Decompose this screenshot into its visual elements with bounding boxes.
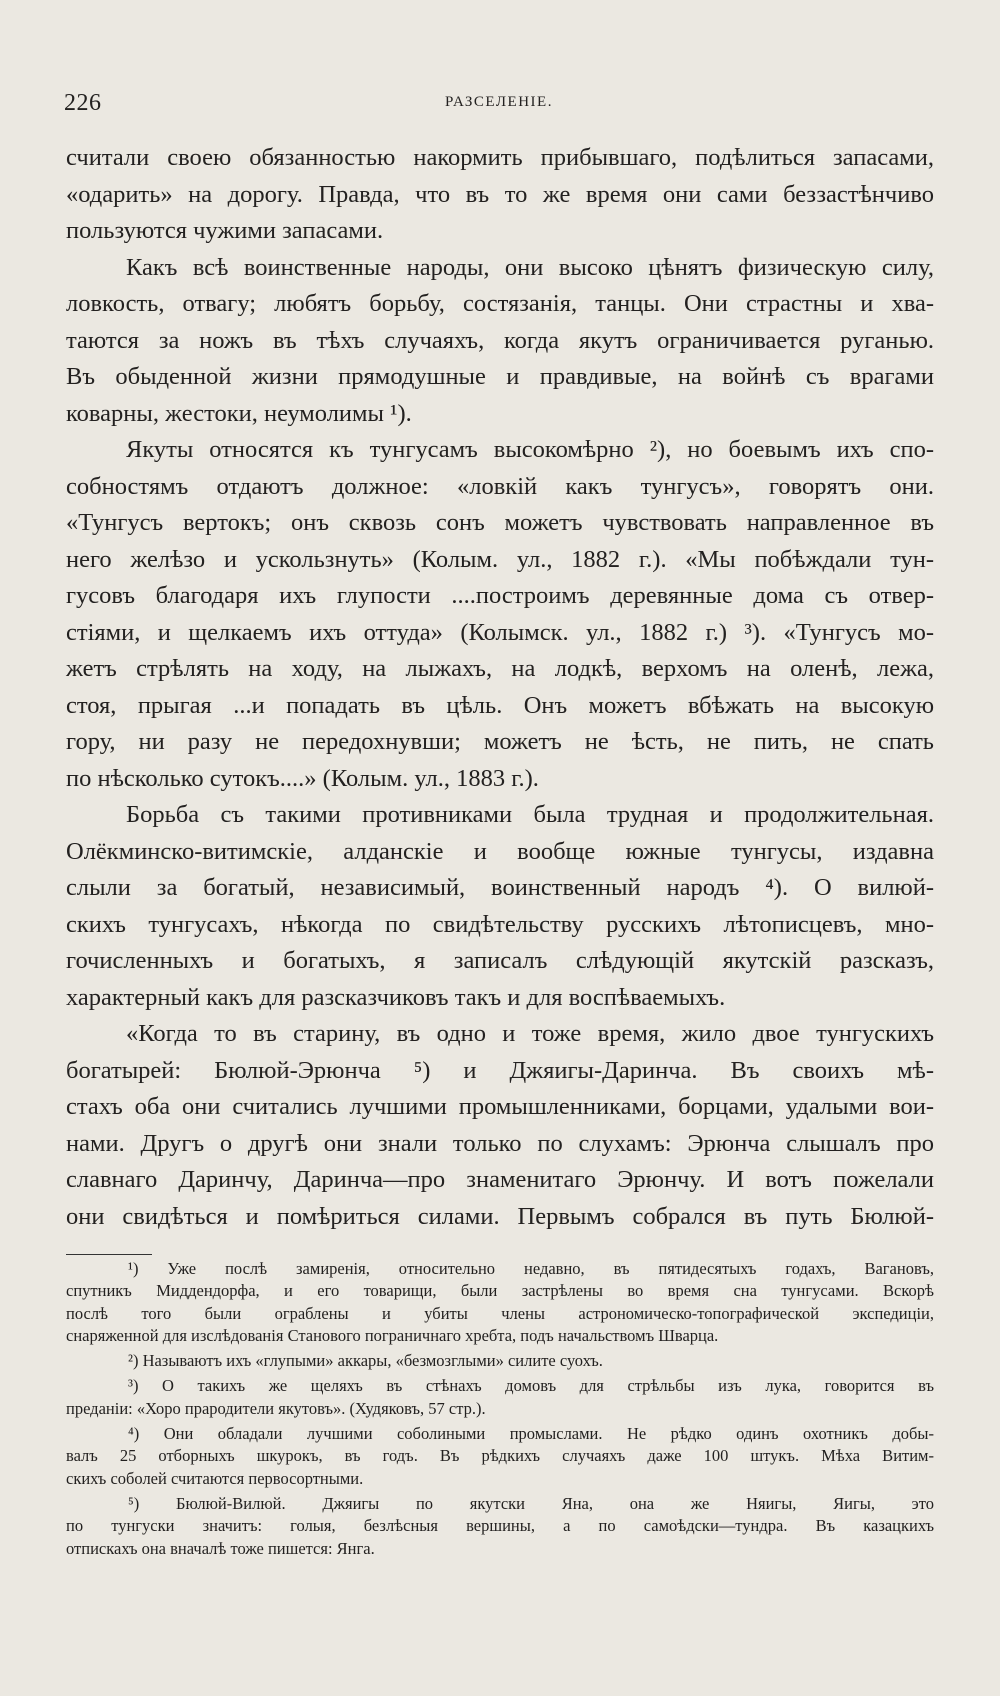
body-line: ловкость, отвагу; любятъ борьбу, состязанія, танцы. Они страстны и хва- <box>66 290 934 317</box>
footnote-line: ²) Называютъ ихъ «глупыми» аккары, «безмозглыми» силите суохъ. <box>128 1351 603 1371</box>
body-line: характерный какъ для разсказчиковъ такъ и для воспѣваемыхъ. <box>66 983 726 1011</box>
body-line: гочисленныхъ и богатыхъ, я записалъ слѣдующій якутскій разсказъ, <box>66 947 934 974</box>
footnote-line: спутникъ Миддендорфа, и его товарищи, были застрѣлены во время сна тунгусами. Вскорѣ <box>66 1281 934 1301</box>
body-line: слыли за богатый, независимый, воинственный народъ ⁴). О вилюй- <box>66 874 934 901</box>
body-line: стахъ оба они считались лучшими промышленниками, борцами, удалыми вои- <box>66 1093 934 1120</box>
body-line: собностямъ отдаютъ должное: «ловкій какъ тунгусъ», говорятъ они. <box>66 472 934 500</box>
body-line: пользуются чужими запасами. <box>66 217 384 244</box>
footnote-line: по тунгуски значитъ: голыя, безлѣсныя вершины, а по самоѣдски—тундра. Въ казацкихъ <box>66 1516 934 1536</box>
body-line: гору, ни разу не передохнувши; можетъ не ѣсть, не пить, не спать <box>66 728 934 755</box>
body-line: богатырей: Бюлюй-Эрюнча ⁵) и Джяигы-Даринча. Въ своихъ мѣ- <box>66 1056 934 1084</box>
footnote-line: послѣ того были ограблены и убиты члены астрономическо-топографической экспедиціи, <box>66 1303 934 1323</box>
body-line: «Когда то въ старину, въ одно и тоже время, жило двое тунгускихъ <box>126 1020 934 1047</box>
body-line: Борьба съ такими противниками была трудная и продолжительная. <box>126 801 934 828</box>
body-line: славнаго Даринчу, Даринча—про знаменитаго Эрюнчу. И вотъ пожелали <box>66 1166 934 1193</box>
body-line: скихъ тунгусахъ, нѣкогда по свидѣтельству русскихъ лѣтописцевъ, мно- <box>66 910 934 938</box>
body-line: гусовъ благодаря ихъ глупости ....построимъ деревянные дома съ отвер- <box>66 582 934 609</box>
body-line: Олёкминско-витимскіе, алданскіе и вообще южные тунгусы, издавна <box>66 837 934 865</box>
page-number: 226 <box>64 90 102 116</box>
body-line: по нѣсколько сутокъ....» (Колым. ул., 1883 г.). <box>66 764 539 792</box>
body-line: жетъ стрѣлять на ходу, на лыжахъ, на лодкѣ, верхомъ на оленѣ, лежа, <box>66 655 934 682</box>
body-line: стоя, прыгая ...и попадать въ цѣль. Онъ можетъ вбѣжать на высокую <box>66 691 934 719</box>
footnote-line: отпискахъ она вначалѣ тоже пишется: Янга. <box>66 1538 375 1558</box>
running-title: РАЗСЕЛЕНІЕ. <box>445 94 553 110</box>
body-line: стіями, и щелкаемъ ихъ оттуда» (Колымск. ул., 1882 г.) ³). «Тунгусъ мо- <box>66 618 934 646</box>
body-line: Якуты относятся къ тунгусамъ высокомѣрно ²), но боевымъ ихъ спо- <box>126 436 934 463</box>
body-line: нами. Другъ о другѣ они знали только по слухамъ: Эрюнча слышалъ про <box>66 1129 934 1157</box>
footnote-line: преданіи: «Хоро прародители якутовъ». (Худяковъ, 57 стр.). <box>66 1398 486 1418</box>
body-line: него желѣзо и ускользнуть» (Колым. ул., 1882 г.). «Мы побѣждали тун- <box>66 545 934 573</box>
body-line: «одарить» на дорогу. Правда, что въ то же время они сами беззастѣнчиво <box>66 180 934 208</box>
footnote-line: ⁵) Бюлюй-Вилюй. Джяигы по якутски Яна, она же Няигы, Яигы, это <box>128 1493 934 1513</box>
body-text <box>66 140 934 1235</box>
body-line: таются за ножъ въ тѣхъ случаяхъ, когда якутъ ограничивается руганью. <box>66 326 934 354</box>
body-line: коварны, жестоки, неумолимы ¹). <box>66 399 412 427</box>
body-line: Въ обыденной жизни прямодушные и правдивые, на войнѣ съ врагами <box>66 363 934 390</box>
footnote-line: ⁴) Они обладали лучшими соболиными промыслами. Не рѣдко одинъ охотникъ добы- <box>128 1424 934 1444</box>
body-line: Какъ всѣ воинственные народы, они высоко цѣнятъ физическую силу, <box>126 253 934 281</box>
footnote-line: ¹) Уже послѣ замиренія, относительно недавно, въ пятидесятыхъ годахъ, Вагановъ, <box>128 1259 934 1278</box>
footnote-line: ³) О такихъ же щеляхъ въ стѣнахъ домовъ для стрѣльбы изъ лука, говорится въ <box>128 1376 934 1396</box>
footnote-line: валъ 25 отборныхъ шкурокъ, въ годъ. Въ рѣдкихъ случаяхъ даже 100 штукъ. Мѣха Витим- <box>66 1446 934 1466</box>
body-line: считали своею обязанностью накормить прибывшаго, подѣлиться запасами, <box>66 144 934 171</box>
footnote-separator <box>66 1254 152 1255</box>
body-line: они свидѣться и помѣриться силами. Первымъ собрался въ путь Бюлюй- <box>66 1202 934 1230</box>
footnote-line: скихъ соболей считаются первосортными. <box>66 1468 364 1488</box>
body-line: «Тунгусъ вертокъ; онъ сквозь сонъ можетъ чувствовать направленное въ <box>66 509 934 536</box>
page-header <box>64 90 934 122</box>
footnote-line: снаряженной для изслѣдованія Станового пограничнаго хребта, подъ начальствомъ Шварца. <box>66 1325 719 1345</box>
footnotes <box>66 1258 934 1560</box>
